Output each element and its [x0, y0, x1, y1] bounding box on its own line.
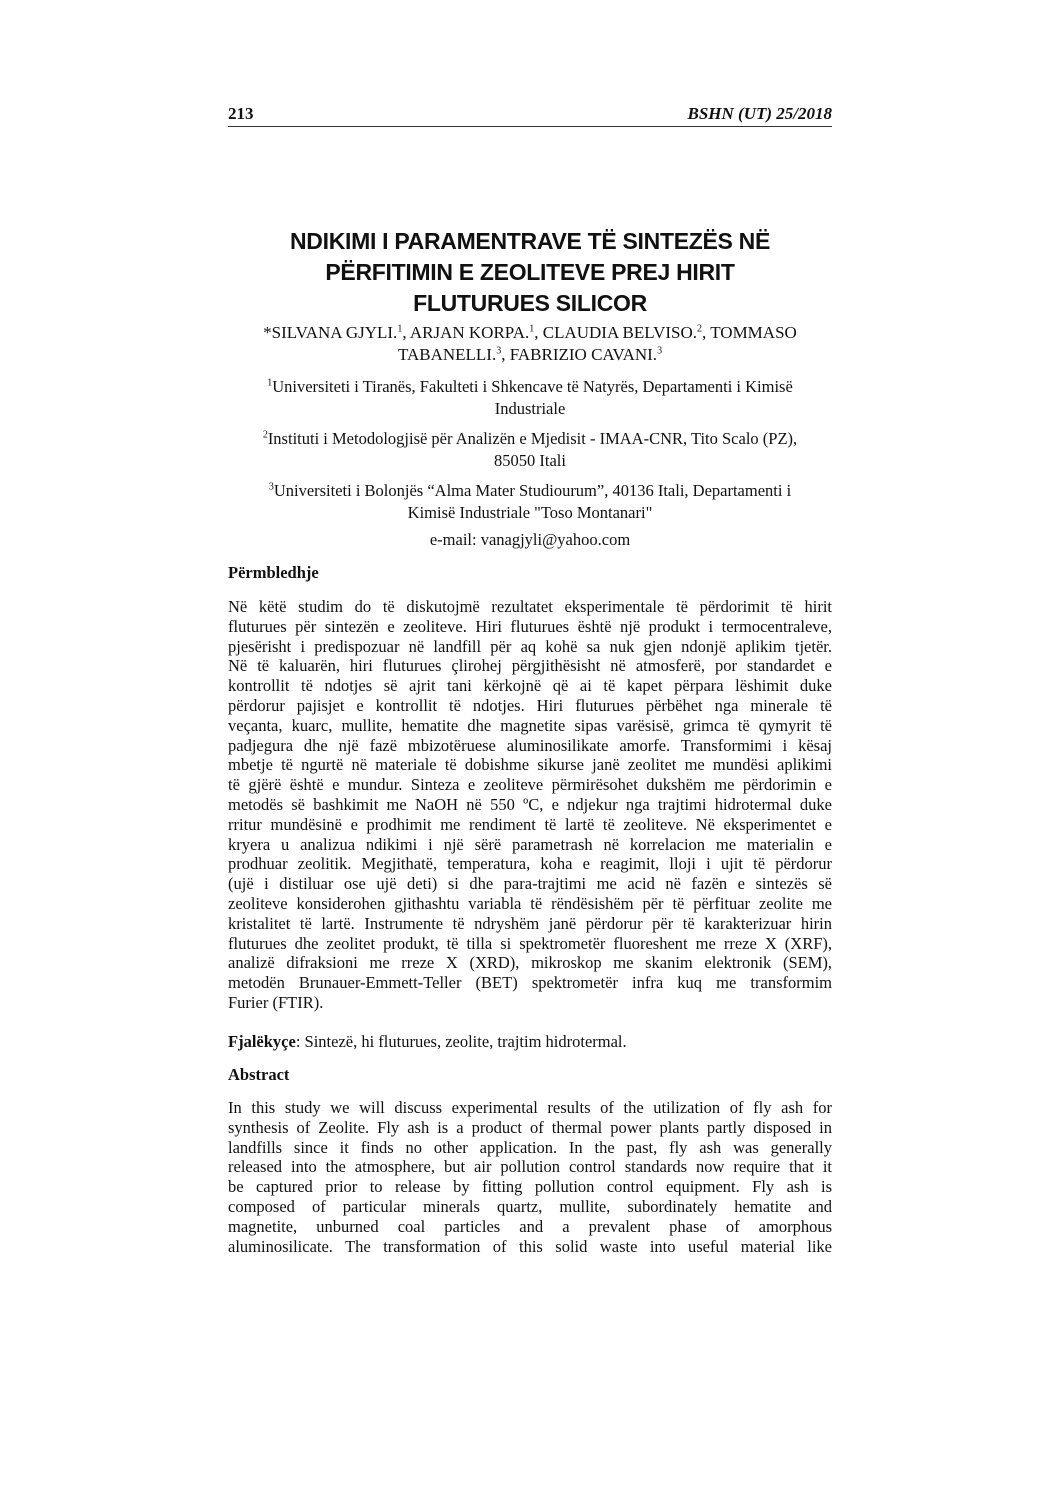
journal-citation: BSHN (UT) 25/2018: [687, 104, 832, 123]
keywords-text: : Sintezë, hi fluturues, zeolite, trajtim hidrotermal.: [295, 1032, 627, 1051]
section-heading-abstract: Abstract: [228, 1065, 290, 1084]
affiliation-marker: 2: [262, 429, 268, 441]
section-heading-permbledhje: Përmbledhje: [228, 563, 319, 582]
text-line: Në këtë studim do të diskutojmë rezultatet eksperimentale të përdorimit të hirit: [228, 597, 832, 616]
text-line: veçanta, kuarc, mullite, hematite dhe magnetite sipas varësisë, grimca të qymyrit të: [228, 715, 832, 735]
affiliation-marker: 1: [529, 323, 535, 335]
text-line: Furier (FTIR).: [228, 992, 324, 1012]
affiliation-line: 85050 Itali: [494, 451, 566, 470]
affiliation-line: Industriale: [494, 399, 566, 418]
author-name: *SILVANA GJYLI.: [263, 323, 398, 342]
text-line: pjesërisht i predispozuar në landfill për aq kohë sa nuk gjen ndonjë aplikim tjetër.: [228, 636, 832, 656]
text-line: rritur mundësinë e prodhimit me rendiment të lartë të zeoliteve. Në eksperimentet e: [228, 814, 832, 834]
text-line: kontrollit të ndotjes së ajrit tani kërkojnë që ai të kapet përpara lëshimit duke: [228, 676, 832, 696]
author-name: , FABRIZIO CAVANI.: [501, 345, 658, 364]
text-line: përdorur pajisjet e kontrollit të ndotjes. Hiri fluturues përbëhet nga minerale të: [228, 695, 832, 715]
text-line: kryera u analizua ndikimi i një sërë parametrash në korrelacion me materialin e: [228, 834, 832, 854]
text-line: synthesis of Zeolite. Fly ash is a product of thermal power plants partly disposed in: [228, 1117, 832, 1137]
affiliation-marker: 3: [657, 345, 663, 357]
affiliation-line: [228, 428, 832, 450]
affiliation-marker: 1: [267, 377, 273, 389]
text-line: padjegura dhe një fazë mbizotëruese aluminosilikate amorfe. Transformimi i kësaj: [228, 735, 832, 755]
text-line: landfills since it finds no other application. In the past, fly ash was generally: [228, 1137, 832, 1157]
affiliation-3: [228, 480, 832, 524]
author-name: , TOMMASO: [702, 323, 797, 342]
affiliation-2: [228, 428, 832, 472]
paper-title: [228, 226, 832, 319]
affiliation-text: Universiteti i Bolonjës “Alma Mater Studiourum”, 40136 Itali, Departamenti i: [273, 481, 792, 500]
text-line: mbetje të ngurtë në materiale të dobishme sikurse janë zeolitet me mundësi aplikimi: [228, 755, 832, 775]
affiliation-1: [228, 376, 832, 420]
text-line: be captured prior to release by fitting pollution control equipment. Fly ash is: [228, 1177, 832, 1197]
author-name: , ARJAN KORPA.: [402, 323, 530, 342]
affiliation-marker: 1: [397, 323, 403, 335]
author-line: [228, 344, 832, 366]
text-line: (ujë i distiluar ose ujë deti) si dhe para-trajtimi me acid në fazën e sintezës së: [228, 874, 832, 894]
text-line: released into the atmosphere, but air pollution control standards now require that it: [228, 1157, 832, 1177]
author-name: TABANELLI.: [397, 345, 497, 364]
author-list: [228, 322, 832, 366]
text-line: aluminosilicate. The transformation of this solid waste into useful material like: [228, 1236, 832, 1256]
text-line: metodës së bashkimit me NaOH në 550 ºC, e ndjekur nga trajtimi hidrotermal duke: [228, 794, 832, 814]
title-line: NDIKIMI I PARAMENTRAVE TË SINTEZËS NË: [289, 228, 771, 254]
text-line: prodhuar zeolitik. Megjithatë, temperatura, koha e reagimit, lloji i ujit të përdorur: [228, 854, 832, 874]
page-number: 213: [228, 104, 254, 123]
text-line: kristalitet të lartë. Instrumente të ndryshëm janë përdorur për të karakterizuar hirin: [228, 913, 832, 933]
text-line: fluturues për sintezën e zeoliteve. Hiri fluturues është një produkt i termocentraleve,: [228, 616, 832, 636]
title-line: FLUTURUES SILICOR: [413, 290, 647, 316]
abstract-english: [228, 1098, 832, 1256]
text-line: të gjërë është e mundur. Sinteza e zeoliteve përmirësohet dukshëm me përdorimin e: [228, 775, 832, 795]
text-line: metodën Brunauer-Emmett-Teller (BET) spektrometër infra kuq me transformim: [228, 973, 832, 993]
contact-email: e-mail: vanagjyli@yahoo.com: [429, 530, 631, 549]
affiliation-marker: 3: [496, 345, 502, 357]
text-line: zeoliteve konsiderohen gjithashtu variabla të rëndësishëm për të përfituar zeolite me: [228, 893, 832, 913]
keywords-label: Fjalëkyçe: [228, 1032, 296, 1051]
text-line: Në të kaluarën, hiri fluturues çlirohej përgjithësisht në atmosferë, por standardet e: [228, 656, 832, 676]
keywords: [228, 1032, 832, 1052]
text-line: analizë difraksioni me rreze X (XRD), mikroskop me skanim elektronik (SEM),: [228, 953, 832, 973]
affiliation-line: [228, 480, 832, 502]
affiliation-line: [228, 376, 832, 398]
title-line: PËRFITIMIN E ZEOLITEVE PREJ HIRIT: [325, 259, 735, 285]
affiliation-text: Universiteti i Tiranës, Fakulteti i Shkencave të Natyrës, Departamenti i Kimisë: [272, 377, 793, 396]
text-line: In this study we will discuss experimental results of the utilization of fly ash for: [228, 1098, 832, 1117]
running-header: [228, 104, 832, 127]
affiliation-marker: 2: [697, 323, 703, 335]
abstract-albanian: [228, 597, 832, 1013]
text-line: fluturues dhe zeolitet produkt, të tilla si spektrometër fluoreshent me rreze X (XRF),: [228, 933, 832, 953]
author-line: [228, 322, 832, 344]
author-name: , CLAUDIA BELVISO.: [534, 323, 698, 342]
affiliation-text: Instituti i Metodologjisë për Analizën e Mjedisit - IMAA-CNR, Tito Scalo (PZ),: [267, 429, 798, 448]
text-line: magnetite, unburned coal particles and a prevalent phase of amorphous: [228, 1216, 832, 1236]
affiliation-line: Kimisë Industriale "Toso Montanari": [407, 503, 653, 522]
text-line: composed of particular minerals quartz, mullite, subordinately hematite and: [228, 1196, 832, 1216]
affiliation-marker: 3: [268, 481, 274, 493]
